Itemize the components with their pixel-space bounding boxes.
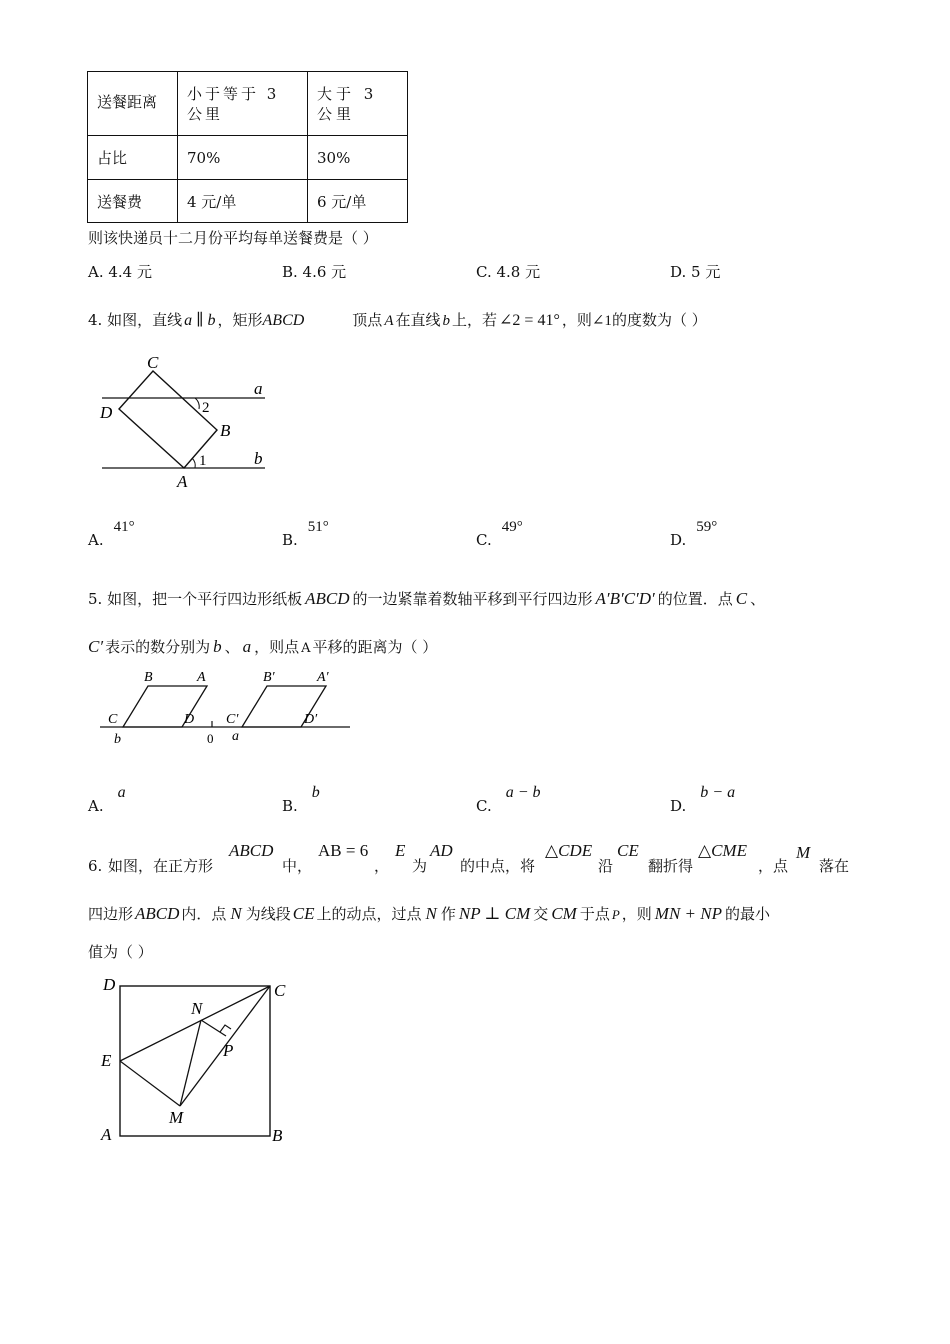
row-label-share: 占比 <box>97 149 128 167</box>
q3-option-a[interactable]: A. 4.4 元 <box>88 263 152 281</box>
q6-text: 中， <box>282 857 313 875</box>
label-zero: 0 <box>207 731 214 745</box>
q4-text: ，矩形 <box>217 311 263 329</box>
q5-math: b <box>213 637 222 656</box>
q6-math: CE <box>292 904 315 923</box>
table-cell <box>88 72 178 136</box>
label-c: C <box>108 712 118 727</box>
q4-stem-line <box>88 311 707 330</box>
share-over-3km: 30% <box>317 149 351 167</box>
q4-text: 的度数为（ ） <box>611 311 707 329</box>
table-cell <box>88 180 178 223</box>
label-n: N <box>191 999 203 1018</box>
label-b: B <box>272 1126 283 1145</box>
option-value: 41° <box>113 519 135 535</box>
option-value: 59° <box>696 519 718 535</box>
table-cell <box>308 180 408 223</box>
header-under-3km: 小于等于 3 公里 <box>187 85 280 123</box>
q4-math: ABCD <box>262 312 305 329</box>
option-letter: A. <box>88 531 104 549</box>
angle-1-arc <box>192 458 195 468</box>
q6-text: 为线段 <box>245 905 291 923</box>
q4-text: 如图，直线 <box>107 311 183 329</box>
q6-text: 为 <box>412 857 428 875</box>
q6-math: NP ⊥ CM <box>458 904 531 923</box>
q5-text: 、 <box>750 590 766 608</box>
q6-math: M <box>796 843 811 862</box>
q4-math: ∠1 <box>591 313 612 329</box>
q3-option-c[interactable]: C. 4.8 元 <box>476 263 541 281</box>
label-d: D <box>103 975 116 994</box>
fee-under-3km: 4 元/单 <box>187 193 237 211</box>
angle-2-arc <box>195 398 199 409</box>
q5-text: 表示的数分别为 <box>105 638 211 656</box>
table-cell <box>308 72 408 136</box>
q6-text: ，点 <box>758 857 789 875</box>
q4-math: A <box>384 313 394 329</box>
q6-math: P <box>611 907 620 922</box>
label-a: A <box>101 1125 112 1144</box>
option-value: a <box>117 784 126 801</box>
label-b: B <box>144 670 153 685</box>
option-letter: A. <box>88 797 104 815</box>
q6-math: N <box>230 904 242 923</box>
q6-text: 作 <box>440 905 456 923</box>
q6-text: 交 <box>533 905 549 923</box>
q3-stem: 则该快递员十二月份平均每单送餐费是（ ） <box>88 229 378 247</box>
q6-figure <box>95 970 295 1150</box>
option-value: 51° <box>307 519 329 535</box>
q5-math: ABCD <box>305 589 350 608</box>
q3-option-b[interactable]: B. 4.6 元 <box>282 263 347 281</box>
q6-text: 于点 <box>579 905 610 923</box>
q3-option-d[interactable]: D. 5 元 <box>670 263 721 281</box>
q6-text: 上的动点，过点 <box>316 905 422 923</box>
label-a-number: a <box>232 729 239 744</box>
label-d-prime: D′ <box>304 712 318 727</box>
label-b-vertex: B <box>220 421 231 440</box>
label-a-prime: A′ <box>317 670 329 685</box>
q6-text: 的最小 <box>725 905 771 923</box>
q5-math: A′B′C′D′ <box>595 589 655 608</box>
q6-text: 沿 <box>598 857 614 875</box>
q6-math: N <box>425 904 437 923</box>
q6-text: 的中点，将 <box>460 857 536 875</box>
q5-text: 、 <box>224 638 240 656</box>
q5-stem-line-2 <box>88 638 437 658</box>
option-value: b <box>311 784 320 801</box>
q4-number: 4. <box>88 311 103 329</box>
right-angle-mark <box>220 1025 231 1032</box>
label-d: D <box>184 712 195 727</box>
q6-stem-line-3: 值为（ ） <box>88 943 153 961</box>
q5-figure <box>95 665 355 745</box>
label-line-a: a <box>254 379 263 398</box>
q5-math: A <box>301 641 311 656</box>
option-value: 49° <box>501 519 523 535</box>
q6-stem-line-1 <box>88 841 868 884</box>
label-b-prime: B′ <box>263 670 275 685</box>
q6-math: AB = 6 <box>318 841 369 860</box>
q5-math: a <box>242 637 252 656</box>
q6-math: CE <box>617 841 639 860</box>
q6-math: △CME <box>698 841 747 860</box>
q6-stem-line-2 <box>88 905 770 924</box>
q4-text: ，则 <box>561 311 592 329</box>
label-angle-2: 2 <box>202 400 210 416</box>
label-a-vertex: A <box>177 472 188 491</box>
fee-over-3km: 6 元/单 <box>317 193 367 211</box>
table-row <box>88 72 408 136</box>
q6-text: 翻折得 <box>648 857 694 875</box>
label-c: C <box>274 981 286 1000</box>
share-under-3km: 70% <box>187 149 221 167</box>
q6-text: 落在 <box>819 857 850 875</box>
label-line-b: b <box>254 449 263 468</box>
row-label-fee: 送餐费 <box>97 193 143 211</box>
q4-option-c[interactable] <box>476 519 523 550</box>
segment-mn <box>180 1020 201 1106</box>
q6-math: AD <box>430 841 453 860</box>
q6-text: 内．点 <box>181 905 227 923</box>
option-letter: D. <box>670 797 687 815</box>
label-angle-1: 1 <box>199 453 207 469</box>
q6-math: ABCD <box>135 904 180 923</box>
q4-option-a[interactable] <box>88 519 135 550</box>
table-cell <box>178 136 308 180</box>
q4-text: 在直线 <box>395 311 441 329</box>
q6-math: CM <box>551 904 577 923</box>
table-cell <box>178 72 308 136</box>
q6-math: MN + NP <box>654 904 722 923</box>
label-p: P <box>223 1041 234 1060</box>
q5-math: C′ <box>88 637 104 656</box>
option-value: a − b <box>505 784 541 801</box>
label-a: A <box>197 670 206 685</box>
header-distance: 送餐距离 <box>97 93 158 111</box>
q4-text: 顶点 <box>352 311 383 329</box>
q5-text: ，则点 <box>254 638 300 656</box>
q5-option-b[interactable] <box>282 784 320 816</box>
parallelogram-abcd <box>123 686 207 727</box>
table-row <box>88 180 408 223</box>
q6-text: ，则 <box>621 905 652 923</box>
q5-number: 5. <box>88 590 103 608</box>
label-c-prime: C′ <box>226 712 239 727</box>
q5-text: 的一边紧靠着数轴平移到平行四边形 <box>352 590 593 608</box>
option-letter: B. <box>282 531 298 549</box>
segment-em <box>120 1061 180 1106</box>
delivery-fee-table <box>87 71 408 223</box>
q5-text: 平移的距离为（ ） <box>312 638 438 656</box>
q5-text: 如图，把一个平行四边形纸板 <box>107 590 303 608</box>
q6-text: 如图，在正方形 <box>108 857 214 875</box>
q5-option-a[interactable] <box>88 784 126 816</box>
q4-text: 上，若 <box>452 311 498 329</box>
option-letter: D. <box>670 531 687 549</box>
q6-math: ABCD <box>229 841 274 860</box>
q5-option-c[interactable] <box>476 784 541 816</box>
table-cell <box>88 136 178 180</box>
label-b-number: b <box>114 732 121 745</box>
q6-text: ， <box>374 857 390 875</box>
q4-option-b[interactable] <box>282 519 329 550</box>
option-letter: B. <box>282 797 298 815</box>
q5-math: C <box>735 589 748 608</box>
option-letter: C. <box>476 531 492 549</box>
q4-math: ∠2 = 41° <box>499 312 560 329</box>
table-cell <box>308 136 408 180</box>
label-e: E <box>101 1051 112 1070</box>
q5-text: 的位置．点 <box>657 590 733 608</box>
option-value: b − a <box>700 784 736 801</box>
q6-number: 6. <box>88 857 103 875</box>
label-m: M <box>169 1108 184 1127</box>
table-cell <box>178 180 308 223</box>
q4-option-d[interactable] <box>670 519 718 550</box>
q6-math: △CDE <box>545 841 593 860</box>
q4-math: b <box>442 313 450 329</box>
header-over-3km: 大于 3 公里 <box>317 85 378 123</box>
table-row <box>88 136 408 180</box>
q6-math: E <box>395 841 406 860</box>
label-c: C <box>147 353 159 372</box>
q5-option-d[interactable] <box>670 784 736 816</box>
label-d: D <box>100 403 113 422</box>
q4-math: a ∥ b <box>184 312 216 329</box>
q6-text: 四边形 <box>88 905 134 923</box>
segment-ce <box>120 986 270 1061</box>
q4-figure <box>95 350 275 495</box>
option-letter: C. <box>476 797 492 815</box>
q5-stem-line-1 <box>88 590 765 608</box>
